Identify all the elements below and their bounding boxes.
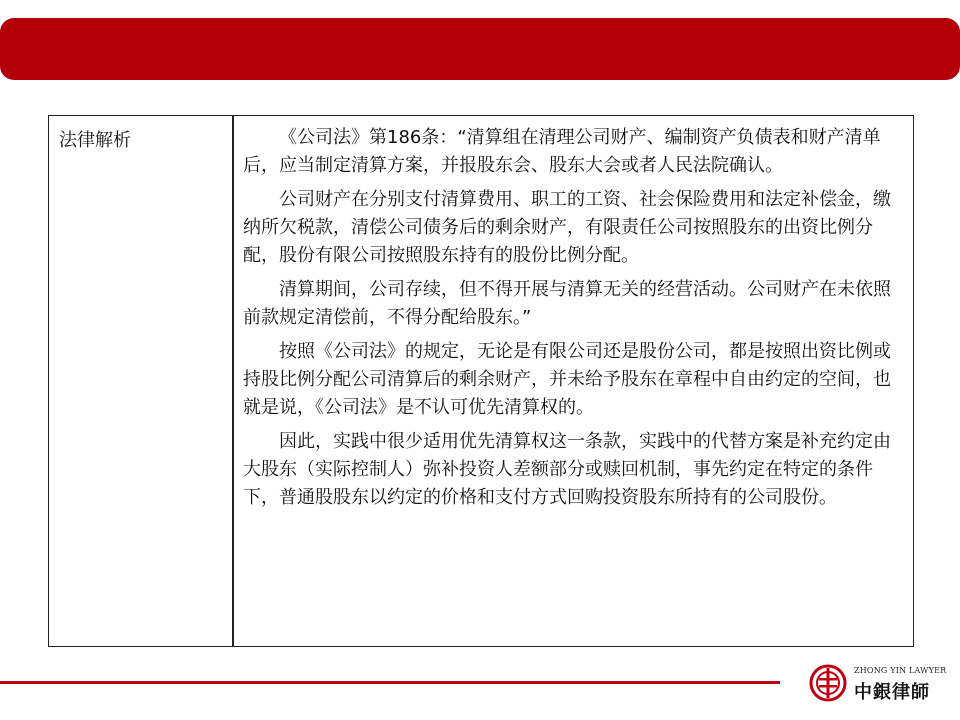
- paragraph-4: 按照《公司法》的规定，无论是有限公司还是股份公司，都是按照出资比例或持股比例分配公司清算后的剩余财产，并未给予股东在章程中自由约定的空间，也就是说，《公司法》是不认可优先清算权的。: [243, 341, 891, 418]
- paragraph-3: 清算期间，公司存续，但不得开展与清算无关的经营活动。公司财产在未依照前款规定清偿前，不得分配给股东。”: [243, 279, 891, 328]
- paragraph-1: 《公司法》第186条：“清算组在清理公司财产、编制资产负债表和财产清单后，应当制定清算方案，并报股东会、股东大会或者人民法院确认。: [243, 127, 881, 176]
- logo-chinese-text: 中銀律師: [854, 682, 930, 703]
- paragraph-5: 因此，实践中很少适用优先清算权这一条款，实践中的代替方案是补充约定由大股东（实际控制人）弥补投资人差额部分或赎回机制，事先约定在特定的条件下，普通股股东以约定的价格和支付方式回购投资股东所持有的公司股份。: [243, 431, 891, 508]
- top-banner: [0, 18, 960, 80]
- zhongyin-logo: [808, 663, 947, 707]
- table-label-cell: 法律解析: [59, 130, 131, 151]
- table-text-cell: [243, 124, 893, 518]
- logo-english-text: ZHONG YIN LAWYER: [854, 666, 947, 675]
- bottom-divider-line: [0, 681, 780, 684]
- content-table: [48, 115, 914, 647]
- logo-emblem-icon: [808, 663, 848, 703]
- column-divider: [232, 116, 234, 646]
- paragraph-2: 公司财产在分别支付清算费用、职工的工资、社会保险费用和法定补偿金，缴纳所欠税款，清偿公司债务后的剩余财产，有限责任公司按照股东的出资比例分配，股份有限公司按照股东持有的股份比例分配。: [243, 189, 891, 266]
